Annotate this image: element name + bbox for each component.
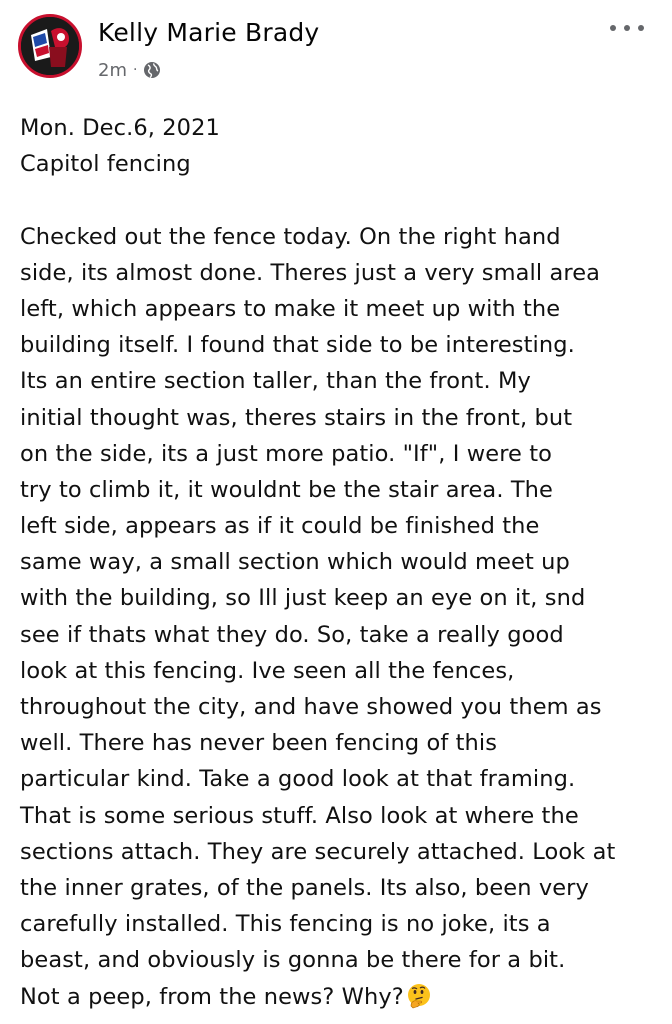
post-text-line: carefully installed. This fencing is no joke, its a	[20, 911, 551, 938]
post-text-line: Capitol fencing	[20, 151, 191, 178]
post-text-line: the inner grates, of the panels. Its also, been very	[20, 874, 589, 901]
more-options-icon[interactable]	[610, 18, 644, 38]
post-text-line-last	[20, 979, 660, 1015]
post-text-line: Mon. Dec.6, 2021	[20, 115, 220, 141]
post-text-line: left, which appears to make it meet up with the	[20, 295, 561, 322]
post-text-line: try to climb it, it wouldnt be the stair area. The	[20, 476, 553, 503]
globe-icon[interactable]	[143, 61, 161, 79]
post-text-line: on the side, its a just more patio. "If", I were to	[20, 440, 553, 467]
more-dot	[638, 25, 644, 31]
post-text-line: building itself. I found that side to be interesting.	[20, 332, 575, 359]
post-text-line: with the building, so Ill just keep an eye on it, snd	[20, 585, 586, 612]
post-text-line: side, its almost done. Theres just a very small area	[20, 259, 601, 286]
post-text-line: Its an entire section taller, than the front. My	[20, 368, 531, 395]
post-text-line: beast, and obviously is gonna be there for a bit.	[20, 947, 566, 974]
post-text-line: initial thought was, theres stairs in the front, but	[20, 404, 573, 431]
meta-separator: ·	[133, 62, 138, 78]
post-meta	[98, 58, 161, 82]
more-dot	[610, 25, 616, 31]
post-text-line: well. There has never been fencing of this	[20, 730, 498, 757]
post-text-line	[20, 182, 660, 218]
post-text-line: left side, appears as if it could be finished the	[20, 513, 540, 540]
post-header	[0, 0, 672, 96]
thinking-face-emoji	[406, 983, 432, 1009]
post-text-last-content: Not a peep, from the news? Why?	[20, 983, 404, 1010]
post-text-line: see if thats what they do. So, take a really good	[20, 621, 564, 648]
profile-avatar-image	[21, 17, 79, 75]
post-time[interactable]: 2m	[98, 59, 127, 81]
post-text-line: same way, a small section which would meet up	[20, 549, 570, 576]
post-text-line: particular kind. Take a good look at that framing.	[20, 766, 576, 793]
author-name[interactable]: Kelly Marie Brady	[98, 18, 320, 47]
post-text-line: look at this fencing. Ive seen all the fences,	[20, 657, 515, 684]
post-text	[20, 110, 660, 1015]
more-dot	[624, 25, 630, 31]
post-text-line: That is some serious stuff. Also look at where the	[20, 802, 579, 829]
post-text-line: Checked out the fence today. On the right hand	[20, 223, 561, 250]
post-text-line: throughout the city, and have showed you them as	[20, 694, 602, 720]
post-text-line: sections attach. They are securely attached. Look at	[20, 838, 616, 865]
profile-avatar[interactable]	[18, 14, 82, 78]
